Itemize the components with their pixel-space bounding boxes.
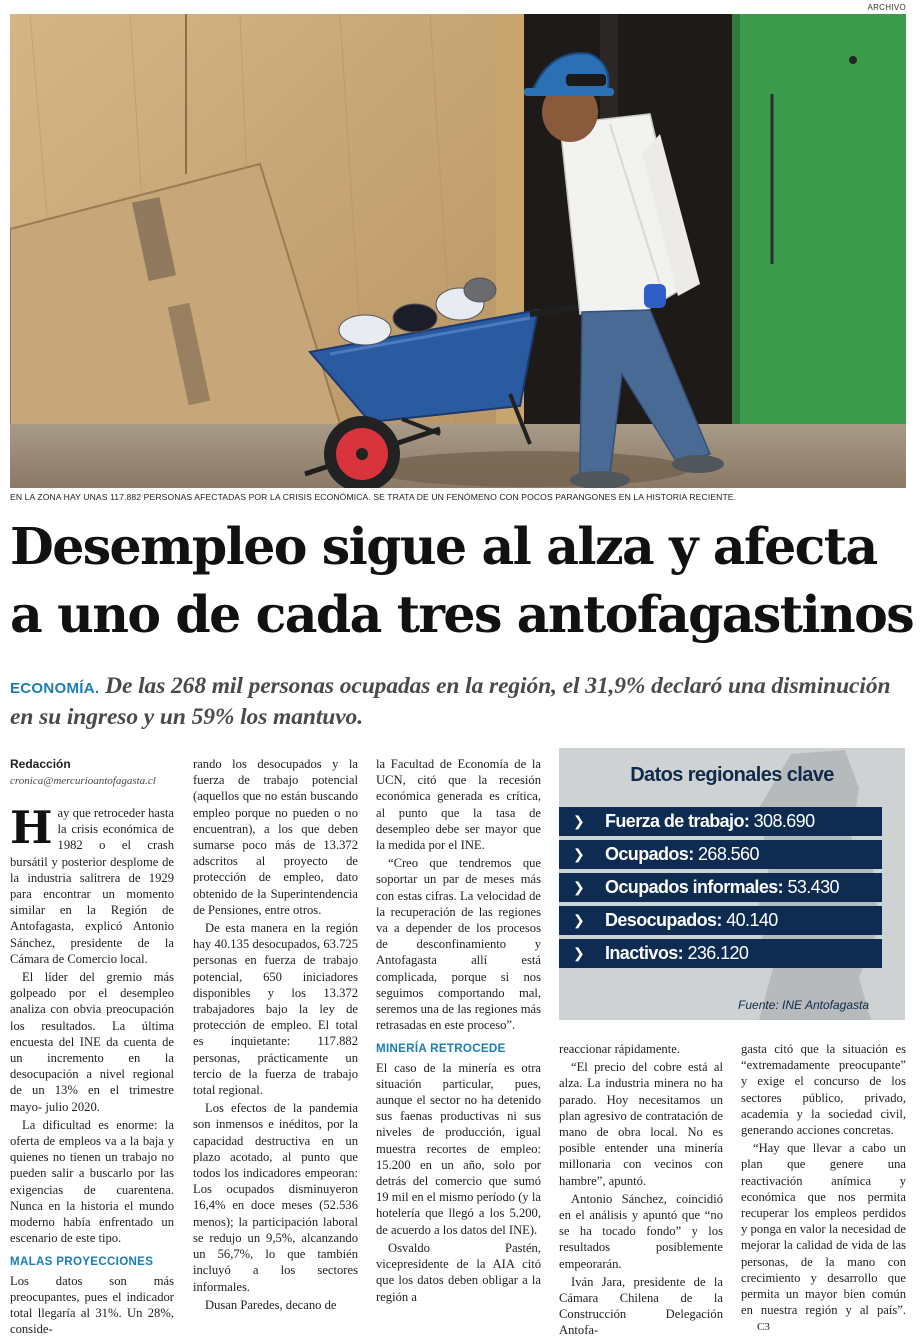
lede-text: De las 268 mil personas ocupadas en la región, el 31,9% declaró una disminución en su ingreso y un 59% los mantuvo. (10, 673, 891, 730)
paragraph: la Facultad de Economía de la UCN, citó que la recesión económica generada es crítica, al punto que la tasa de desempleo debe ser mayor que la medida por el INE. (376, 757, 541, 853)
stat-value: 53.430 (787, 877, 839, 897)
stat-label: Fuerza de trabajo: (605, 811, 750, 831)
stat-value: 40.140 (726, 910, 778, 930)
paragraph: Los efectos de la pandemia son inmensos e inéditos, por la capacidad destructiva en un plazo acotado, al punto que todos los indicadores empeoran: Los ocupados disminuyeron 16,4% en doce meses (52.536 menos); la participación laboral se redujo un 9,5%, alcanzando un 56,7%, lo que también incluyó a los sectores informales. (193, 1101, 358, 1294)
chevron-right-icon: ❯ (573, 879, 585, 895)
stat-row-fuerza-de-trabajo (559, 807, 882, 836)
stat-value: 236.120 (687, 943, 749, 963)
paragraph-text: ay que retroceder hasta la crisis económica de 1982 o el crash bursátil y posterior desplome de la industria salitrera de 1929 para encontrar un momento similar en la Región de Antofagasta, explicó Antonio Sánchez, presidente de la Cámara de Comercio local. (10, 806, 174, 966)
end-mark-icon: C3 (757, 1321, 770, 1334)
stat-value: 308.690 (753, 811, 815, 831)
paragraph: reaccionar rápidamente. (559, 1042, 680, 1056)
column-5 (741, 1041, 906, 1336)
author-name: Redacción (10, 757, 71, 771)
paragraph (10, 801, 174, 967)
photo-credit: ARCHIVO (867, 3, 906, 12)
drop-cap: H (10, 801, 53, 854)
chevron-right-icon: ❯ (573, 813, 585, 829)
stat-value: 268.560 (698, 844, 759, 864)
stat-row-ocupados (559, 840, 882, 869)
column-1 (10, 756, 174, 1338)
stat-label: Desocupados: (605, 910, 722, 930)
author-email: cronica@mercurioantofagasta.cl (10, 775, 156, 787)
article-photo (10, 14, 906, 488)
paragraph: rando los desocupados y la fuerza de trabajo potencial (aquellos que no están buscando empleo porque no pueden o no encuentran), a los que deben sumarse poco más de 13.372 adscritos al proyecto de protección de empleo, dato obtenido de la Superintendencia de Pensiones, entre otros. (193, 757, 358, 917)
stat-row-desocupados (559, 906, 882, 935)
headline-line-1: Desempleo sigue al alza y afecta (10, 517, 877, 576)
paragraph: Antonio Sánchez, coincidió en el análisis y apuntó que “no se ha tocado fondo” y los resultados posiblemente empeorarán. (559, 1191, 723, 1271)
stat-row-ocupados-informales (559, 873, 882, 902)
infobox-title: Datos regionales clave (630, 764, 834, 786)
paragraph: De esta manera en la región hay 40.135 desocupados, 63.725 personas en fuerza de trabajo potencial, 650 iniciadores disponibles y los 13.372 trabajadores bajo la ley de protección de empleo. El total es inquietante: 117.882 personas, prácticamente un tercio de la fuerza de trabajo total regional. (193, 921, 358, 1098)
subheading-mineria-retrocede: MINERÍA RETROCEDE (376, 1042, 506, 1056)
paragraph: Iván Jara, presidente de la Cámara Chilena de la Construcción Delegación Antofa- (559, 1274, 723, 1338)
stat-label: Ocupados: (605, 844, 694, 864)
subheading-malas-proyecciones: MALAS PROYECCIONES (10, 1255, 154, 1269)
paragraph: El caso de la minería es otra situación particular, pues, aunque el sector no ha detenido sus faenas productivas ni sus niveles de producción, igual muestra recortes de empleo: 15.200 en un año, solo por detrás del comercio que sumó 19 mil en el mismo período (y la hotelería que llegó a los 5.200, de acuerdo a los datos del INE). (376, 1060, 541, 1237)
headline-line-2: a uno de cada tres antofagastinos (10, 585, 914, 644)
section-tag: ECONOMÍA. (10, 680, 100, 697)
headline (10, 513, 915, 649)
paragraph: “Creo que tendremos que soportar un par de meses más con estas cifras. La velocidad de la recuperación de las regiones va a depender de los procesos de desconfinamiento y Antofagasta allí está complicada, porque si nos seguimos comportando mal, seremos una de las regiones más retrasadas en este proceso”. (376, 856, 541, 1033)
photo-caption: EN LA ZONA HAY UNAS 117.882 PERSONAS AFECTADAS POR LA CRISIS ECONÓMICA. SE TRATA DE UN FENÓMENO CON POCOS PARANGONES EN LA HISTORIA RECIENTE. (10, 492, 737, 502)
chevron-right-icon: ❯ (573, 945, 585, 961)
chevron-right-icon: ❯ (573, 846, 585, 862)
paragraph (741, 1140, 906, 1335)
chevron-right-icon: ❯ (573, 912, 585, 928)
paragraph: “El precio del cobre está al alza. La industria minera no ha parado. Hoy necesitamos un plan agresivo de contratación de mano de obra local. No es posible entender una minería millonaria con vecinos con hambre”, apuntó. (559, 1060, 723, 1188)
paragraph: Osvaldo Pastén, vicepresidente de la AIA citó que los datos deben obligar a la región a (376, 1240, 541, 1304)
column-2 (193, 756, 358, 1313)
infobox-source: Fuente: INE Antofagasta (738, 998, 869, 1012)
paragraph: El líder del gremio más golpeado por el desempleo analiza con obvia preocupación los resultados. La última encuesta del INE da cuenta de un incremento en la desocupación a nivel regional de un 13% en el trimestre mayo- julio 2020. (10, 970, 174, 1114)
paragraph: Dusan Paredes, decano de (205, 1297, 337, 1312)
stat-label: Inactivos: (605, 943, 684, 963)
column-3 (376, 756, 541, 1305)
paragraph: La dificultad es enorme: la oferta de empleos va a la baja y quienes no tienen un trabajo no pueden salir a buscarlo por las exigencias de cuarentena. Nunca en la historia el mundo moderno había enfrentado un escenario de este tipo. (10, 1117, 174, 1246)
paragraph-text: “Hay que llevar a cabo un plan que genere una reactivación anímica y económica que nos permita recuperar los empleos perdidos y ponga en valor la necesidad de mejorar la calidad de vida de las personas, de la mano con crecimiento y desarrollo que permita un mayor bien común en nuestra región y al país”. (741, 1141, 906, 1318)
column-4 (559, 1041, 723, 1339)
lede (10, 672, 910, 731)
paragraph: gasta citó que la situación es “extremadamente preocupante” y exige el concurso de los sectores público, privado, academia y la sociedad civil, generando acciones concretas. (741, 1042, 906, 1138)
stat-row-inactivos (559, 939, 882, 968)
stat-label: Ocupados informales: (605, 877, 784, 897)
key-data-infobox (559, 748, 905, 1020)
paragraph: Los datos son más preocupantes, pues el indicador total llegaría al 31%. Un 28%, conside- (10, 1273, 174, 1337)
